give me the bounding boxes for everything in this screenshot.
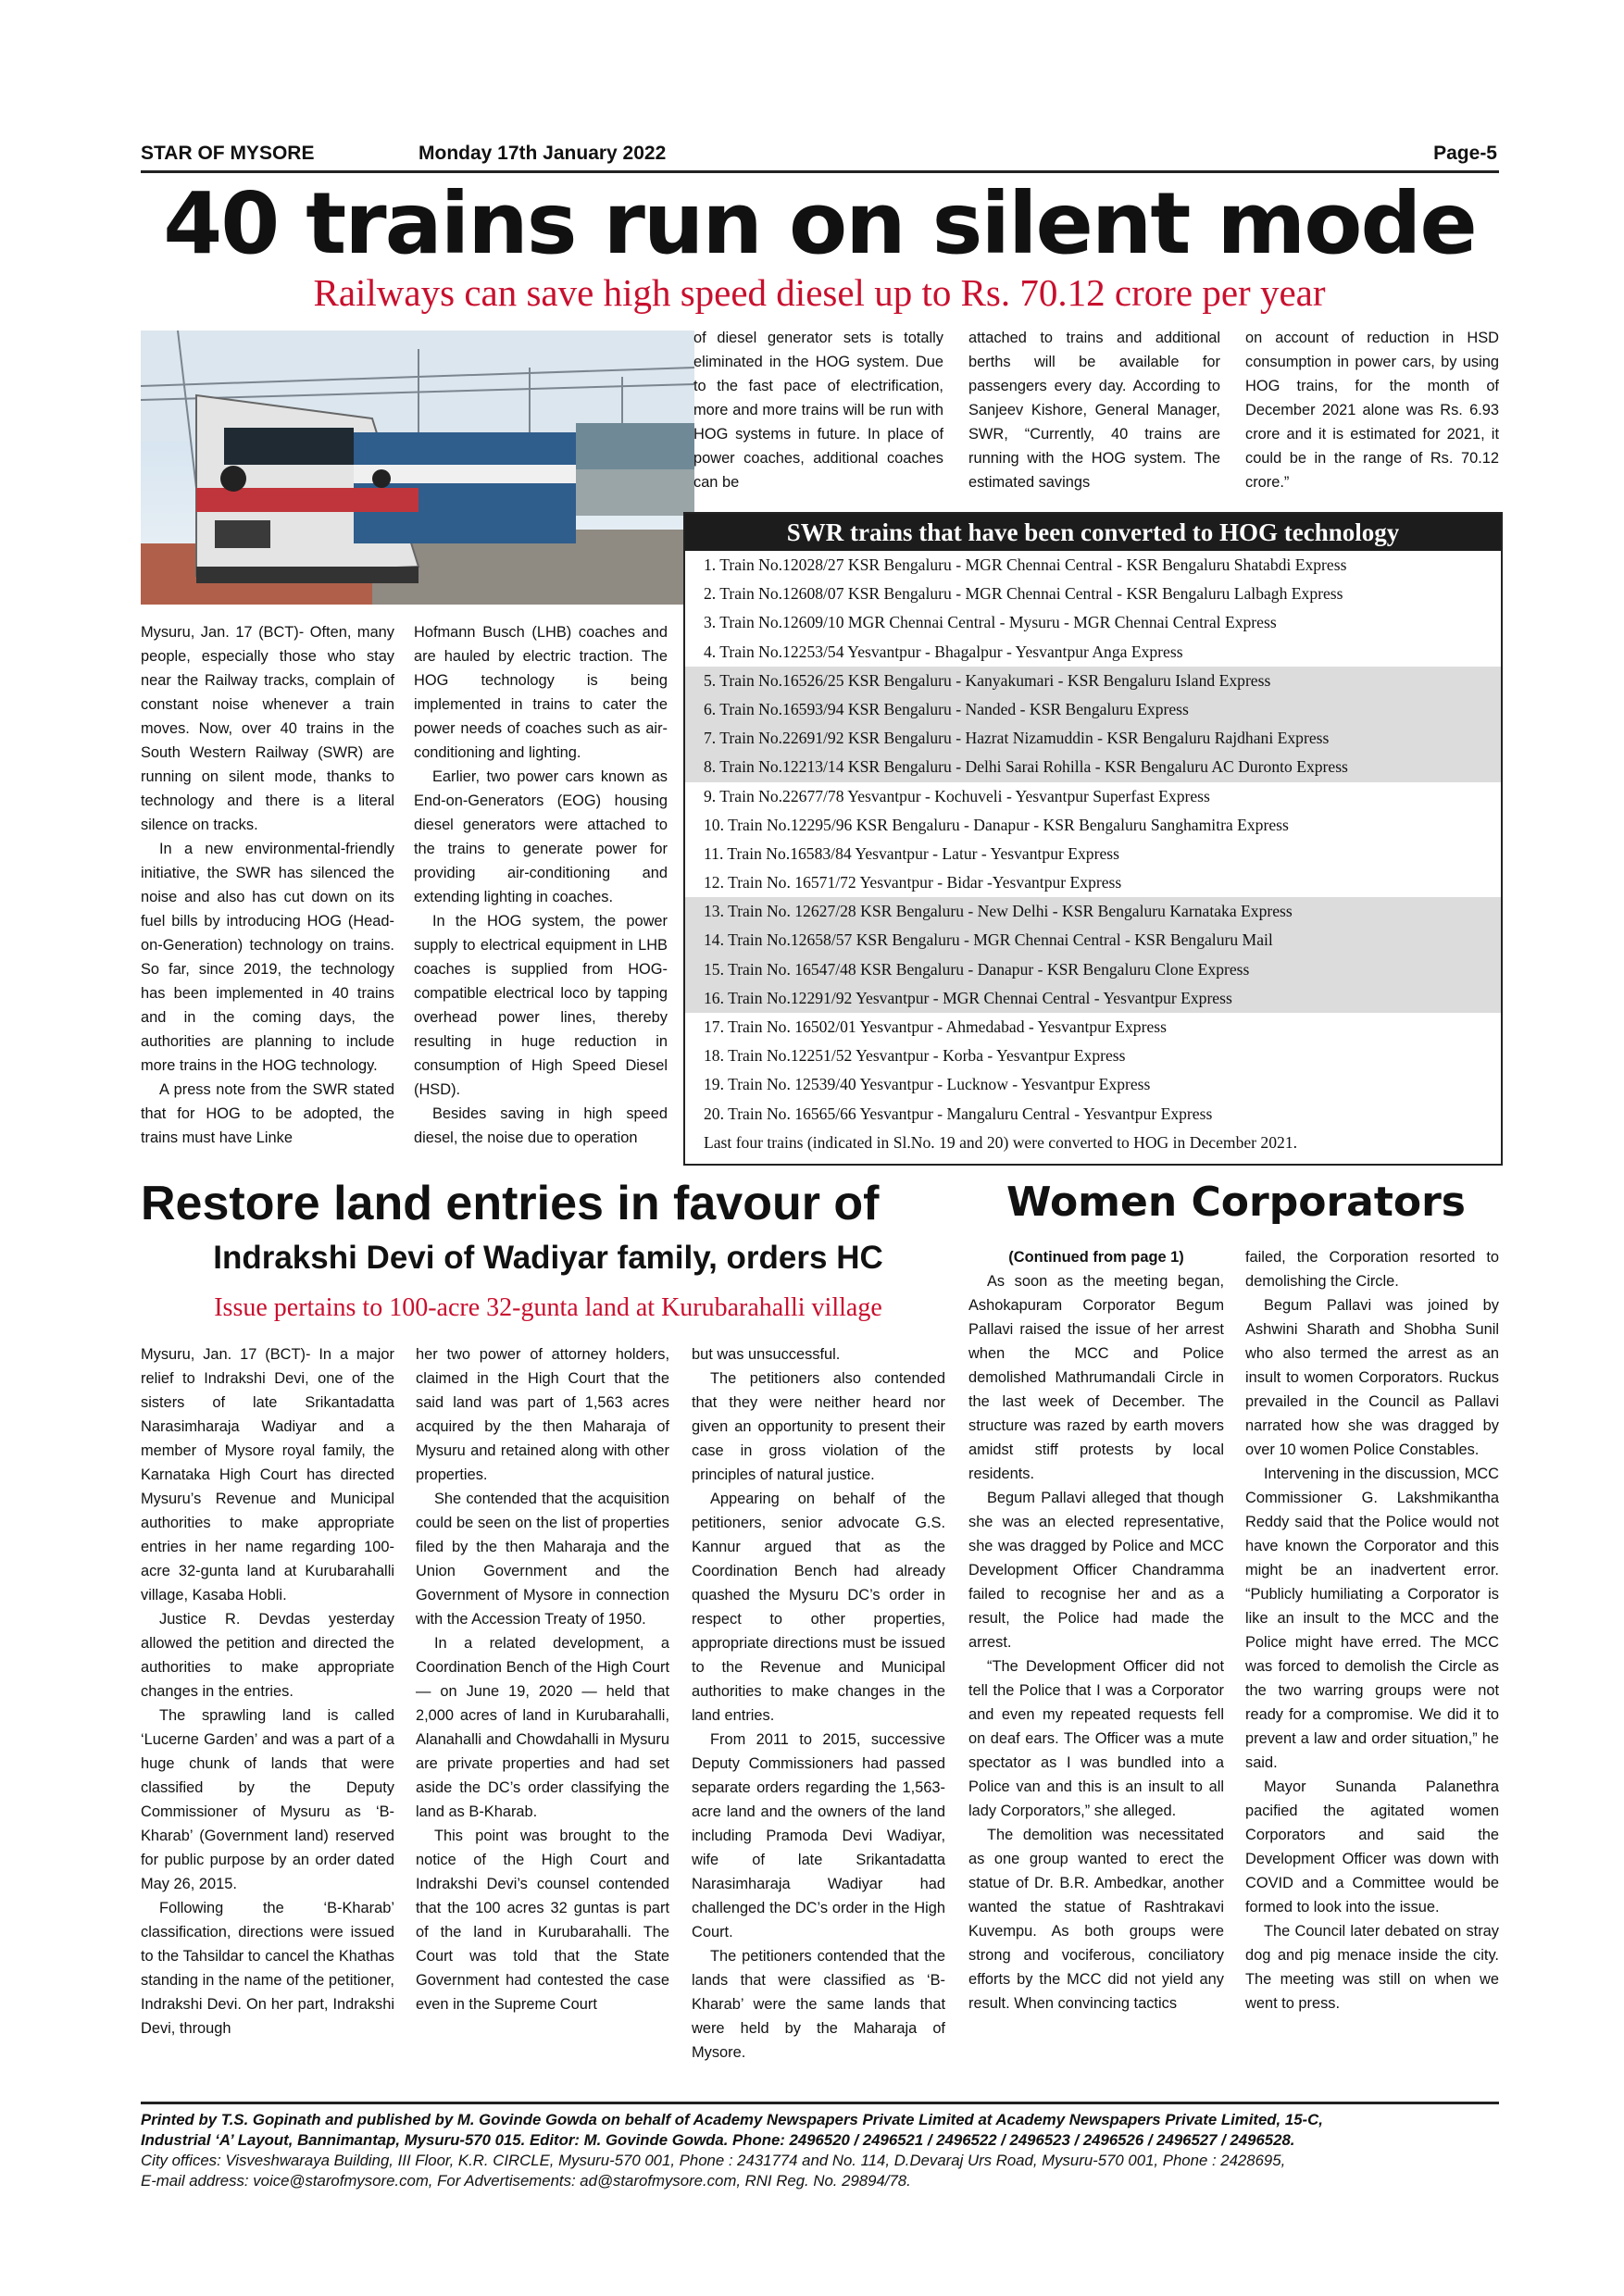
story2-column-2 (416, 1342, 669, 2016)
table-row: 3. Train No.12609/10 MGR Chennai Central - Mysuru - MGR Chennai Central Express (704, 613, 1277, 632)
headline-silent-mode: 40 trains run on silent mode (163, 174, 1476, 273)
story2-paragraph: Following the ‘B-Kharab’ classification, directions were issued to the Tahsildar to cancel the Khathas standing in the name of the petitioner, Indrakshi Devi. On her part, Indrakshi Devi, through (141, 1900, 394, 2037)
imprint-line: Industrial ‘A’ Layout, Bannimantap, Mysuru-570 015. Editor: M. Govinde Gowda. Phone: 2496520 / 2496521 / 2496522 / 2496523 / 2496526 / 2496527 / 2496528. (141, 2131, 1295, 2149)
table-row: 7. Train No.22691/92 KSR Bengaluru - Hazrat Nizamuddin - KSR Bengaluru Rajdhani Express (685, 724, 1501, 753)
story2-paragraph: From 2011 to 2015, successive Deputy Commissioners had passed separate orders regarding the 1,563-acre land and the owners of the land including Pramoda Devi Wadiyar, wife of late Srikantadatta Narasimharaja Wadiyar had challenged the DC’s order in the High Court. (692, 1731, 945, 1940)
story2-paragraph: but was unsuccessful. (692, 1346, 841, 1363)
issue-date: Monday 17th January 2022 (418, 143, 667, 164)
page-number: Page-5 (1433, 143, 1497, 164)
table-row: 6. Train No.16593/94 KSR Bengaluru - Nanded - KSR Bengaluru Express (685, 695, 1501, 724)
story2-paragraph: She contended that the acquisition could be seen on the list of properties filed by the then Maharaja and the Union Government and the Government of Mysore in connection with the Accession Treaty of 1950. (416, 1491, 669, 1628)
story1-paragraph: Mysuru, Jan. 17 (BCT)- Often, many people, especially those who stay near the Railway tracks, complain of constant noise whenever a train moves. Now, over 40 trains in the South Western Railway (SWR) are running on silent mode, thanks to technology and there is a literal silence on tracks. (141, 624, 394, 833)
story3-column-2 (1245, 1245, 1499, 2015)
story1-paragraph: on account of reduction in HSD consumption in power cars, by using HOG trains, for the month of December 2021 alone was Rs. 6.93 crore and it is estimated for 2021, it could be in the range of Rs. 70.12 crore.” (1245, 330, 1499, 491)
train-photo (141, 331, 694, 605)
story1-paragraph: In the HOG system, the power supply to electrical equipment in LHB coaches is supplied from HOG-compatible electrical loco by tapping overhead power lines, thereby resulting in huge reduction in consumption of High Speed Diesel (HSD). (414, 913, 668, 1098)
table-note: Last four trains (indicated in Sl.No. 19 and 20) were converted to HOG in December 2021. (704, 1132, 1298, 1152)
story1-paragraph: Besides saving in high speed diesel, the noise due to operation (414, 1105, 668, 1146)
story2-paragraph: In a related development, a Coordination Bench of the High Court — on June 19, 2020 — held that 2,000 acres of land in Kurubarahalli, Alanahalli and Chowdahalli in Mysuru are private properties and had set aside the DC’s order classifying the land as B-Kharab. (416, 1635, 669, 1820)
table-row: 4. Train No.12253/54 Yesvantpur - Bhagalpur - Yesvantpur Anga Express (704, 642, 1183, 661)
headline-women-corporators: Women Corporators (1006, 1179, 1466, 1226)
story3-paragraph: failed, the Corporation resorted to demolishing the Circle. (1245, 1249, 1499, 1290)
imprint-footer (141, 2102, 1499, 2191)
table-row: 19. Train No. 12539/40 Yesvantpur - Lucknow - Yesvantpur Express (704, 1075, 1151, 1094)
story2-paragraph: The petitioners contended that the lands that were classified as ‘B-Kharab’ were the same lands that were held by the Maharaja of Mysore. (692, 1948, 945, 2061)
story2-column-3 (692, 1342, 945, 2065)
table-row: 12. Train No. 16571/72 Yesvantpur - Bidar -Yesvantpur Express (704, 873, 1122, 892)
story3-paragraph: Begum Pallavi was joined by Ashwini Sharath and Shobha Sunil who also termed the arrest as an insult to women Corporators. Ruckus prevailed in the Council as Pallavi narrated how she was dragged by over 10 women Police Constables. (1245, 1297, 1499, 1458)
masthead (141, 140, 1499, 173)
imprint-line: E-mail address: voice@starofmysore.com, For Advertisements: ad@starofmysore.com, RNI Reg. No. 29894/78. (141, 2172, 911, 2190)
table-row: 13. Train No. 12627/28 KSR Bengaluru - New Delhi - KSR Bengaluru Karnataka Express (685, 897, 1501, 926)
table-row: 17. Train No. 16502/01 Yesvantpur - Ahmedabad - Yesvantpur Express (704, 1017, 1167, 1036)
story2-paragraph: The sprawling land is called ‘Lucerne Garden’ and was a part of a huge chunk of lands that were classified by the Deputy Commissioner of Mysuru as ‘B-Kharab’ (Government land) reserved for public purpose by an order dated May 26, 2015. (141, 1707, 394, 1892)
story1-paragraph: A press note from the SWR stated that for HOG to be adopted, the trains must have Linke (141, 1081, 394, 1146)
story2-column-1 (141, 1342, 394, 2040)
story2-paragraph: her two power of attorney holders, claimed in the High Court that the said land was part of 1,563 acres acquired by the then Maharaja of Mysuru and retained along with other properties. (416, 1346, 669, 1483)
story3-paragraph: Intervening in the discussion, MCC Commissioner G. Lakshmikantha Reddy said that the Police would not have known the Corporator and this might be an inadvertent error. “Publicly humiliating a Corporator is like an insult to the MCC and the Police might have erred. The MCC was forced to demolish the Circle as the two warring groups were not ready for a compromise. We did it to prevent a law and order situation,” he said. (1245, 1466, 1499, 1771)
story1-paragraph: attached to trains and additional berths will be available for passengers every day. According to Sanjeev Kishore, General Manager, SWR, “Currently, 40 trains are running with the HOG system. The estimated savings (968, 330, 1220, 491)
story1-column-1 (141, 620, 394, 1150)
table-row: 5. Train No.16526/25 KSR Bengaluru - Kanyakumari - KSR Bengaluru Island Express (685, 667, 1501, 695)
story3-paragraph: Begum Pallavi alleged that though she was an elected representative, she was dragged by Police and MCC Development Officer Chandramma failed to recognise her and as a result, the Police had made the arrest. (968, 1490, 1224, 1651)
imprint-line: Printed by T.S. Gopinath and published by M. Govinde Gowda on behalf of Academy Newspapers Private Limited at Academy Newspapers Private Limited, 15-C, (141, 2111, 1323, 2128)
train-photo-illustration (141, 331, 694, 605)
table-row: 16. Train No.12291/92 Yesvantpur - MGR Chennai Central - Yesvantpur Express (685, 984, 1501, 1013)
story1-paragraph: of diesel generator sets is totally eliminated in the HOG system. Due to the fast pace of electrification, more and more trains will be run with HOG systems in future. In place of power coaches, additional coaches can be (693, 330, 943, 491)
story3-paragraph: As soon as the meeting began, Ashokapuram Corporator Begum Pallavi raised the issue of her arrest when the MCC and Police demolished Mathrumandali Circle in the last week of December. The structure was razed by earth movers amidst stiff protests by local residents. (968, 1273, 1224, 1482)
story1-column-3 (693, 326, 943, 494)
table-row: 15. Train No. 16547/48 KSR Bengaluru - Danapur - KSR Bengaluru Clone Express (685, 955, 1501, 984)
headline-land-entries: Restore land entries in favour of (141, 1177, 880, 1230)
table-title: SWR trains that have been converted to HOG technology (685, 514, 1501, 551)
story2-paragraph: Mysuru, Jan. 17 (BCT)- In a major relief to Indrakshi Devi, one of the sisters of late Srikantadatta Narasimharaja Wadiyar and a member of Mysore royal family, the Karnataka High Court has directed Mysuru’s Revenue and Municipal authorities to make appropriate entries in her name regarding 100-acre 32-gunta land at Kurubarahalli village, Kasaba Hobli. (141, 1346, 394, 1603)
story2-paragraph: The petitioners also contended that they were neither heard nor given an opportunity to present their case in gross violation of the principles of natural justice. (692, 1370, 945, 1483)
story1-paragraph: Earlier, two power cars known as End-on-Generators (EOG) housing diesel generators were attached to the trains to generate power for providing air-conditioning and extending lighting in coaches. (414, 768, 668, 905)
story3-paragraph: Mayor Sunanda Palanethra pacified the agitated women Corporators and said the Development Officer was down with COVID and a Committee would be formed to look into the issue. (1245, 1778, 1499, 1915)
table-row: 11. Train No.16583/84 Yesvantpur - Latur - Yesvantpur Express (704, 843, 1119, 863)
story3-column-1 (968, 1245, 1224, 2015)
table-row: 1. Train No.12028/27 KSR Bengaluru - MGR Chennai Central - KSR Bengaluru Shatabdi Express (704, 555, 1347, 574)
story2-paragraph: This point was brought to the notice of the High Court and Indrakshi Devi’s counsel contended that the 100 acres 32 guntas is part of the land in Kurubarahalli. The Court was told that the State Government had contested the case even in the Supreme Court (416, 1828, 669, 2013)
table-row: 2. Train No.12608/07 KSR Bengaluru - MGR Chennai Central - KSR Bengaluru Lalbagh Express (704, 584, 1343, 604)
story1-column-4 (968, 326, 1220, 494)
story1-column-2 (414, 620, 668, 1150)
table-row: 9. Train No.22677/78 Yesvantpur - Kochuveli - Yesvantpur Superfast Express (704, 786, 1210, 805)
story2-paragraph: Justice R. Devdas yesterday allowed the petition and directed the authorities to make appropriate changes in the entries. (141, 1611, 394, 1700)
story3-paragraph: “The Development Officer did not tell the Police that I was a Corporator and even my repeated requests fell on deaf ears. The Officer was a mute spectator as I was bundled into a Police van and this is an insult to all lady Corporators,” she alleged. (968, 1658, 1224, 1819)
continued-note: (Continued from page 1) (1008, 1249, 1184, 1266)
table-row: 18. Train No.12251/52 Yesvantpur - Korba - Yesvantpur Express (704, 1046, 1126, 1066)
imprint-line: City offices: Visveshwaraya Building, III Floor, K.R. CIRCLE, Mysuru-570 001, Phone : 2431774 and No. 114, D.Devaraj Urs Road, Mysuru-570 001, Phone : 2428695, (141, 2152, 1286, 2169)
subhead-land-issue: Issue pertains to 100-acre 32-gunta land at Kurubarahalli village (214, 1293, 882, 1322)
table-row: 20. Train No. 16565/66 Yesvantpur - Mangaluru Central - Yesvantpur Express (704, 1104, 1213, 1123)
story2-paragraph: Appearing on behalf of the petitioners, senior advocate G.S. Kannur argued that as the Coordination Bench had already quashed the Mysuru DC’s order in respect to other properties, appropriate directions must be issued to the Revenue and Municipal authorities to make changes in the land entries. (692, 1491, 945, 1724)
story3-paragraph: The demolition was necessitated as one group wanted to erect the statue of Dr. B.R. Ambedkar, another wanted the statue of Rashtrakavi Kuvempu. As both groups were strong and vociferous, conciliatory efforts by the MCC did not yield any result. When convincing tactics (968, 1827, 1224, 2012)
subhead-diesel-savings: Railways can save high speed diesel up to Rs. 70.12 crore per year (313, 271, 1326, 314)
headline-land-entries-line2: Indrakshi Devi of Wadiyar family, orders HC (213, 1240, 883, 1276)
story1-column-5 (1245, 326, 1499, 494)
story3-paragraph: The Council later debated on stray dog and pig menace inside the city. The meeting was still on when we went to press. (1245, 1923, 1499, 2012)
story1-paragraph: In a new environmental-friendly initiative, the SWR has silenced the noise and also has cut down on its fuel bills by introducing HOG (Head-on-Generation) technology on trains. So far, since 2019, the technology has been implemented in 40 trains and in the coming days, the authorities are planning to include more trains in the HOG technology. (141, 841, 394, 1074)
table-row: 8. Train No.12213/14 KSR Bengaluru - Delhi Sarai Rohilla - KSR Bengaluru AC Duronto Express (685, 753, 1501, 781)
table-row: 14. Train No.12658/57 KSR Bengaluru - MGR Chennai Central - KSR Bengaluru Mail (685, 926, 1501, 955)
story1-paragraph: Hofmann Busch (LHB) coaches and are hauled by electric traction. The HOG technology is being implemented in trains to cater the power needs of coaches such as air-conditioning and lighting. (414, 624, 668, 761)
table-row: 10. Train No.12295/96 KSR Bengaluru - Danapur - KSR Bengaluru Sanghamitra Express (704, 815, 1289, 834)
hog-trains-table (683, 512, 1503, 1166)
paper-name: STAR OF MYSORE (141, 143, 315, 164)
